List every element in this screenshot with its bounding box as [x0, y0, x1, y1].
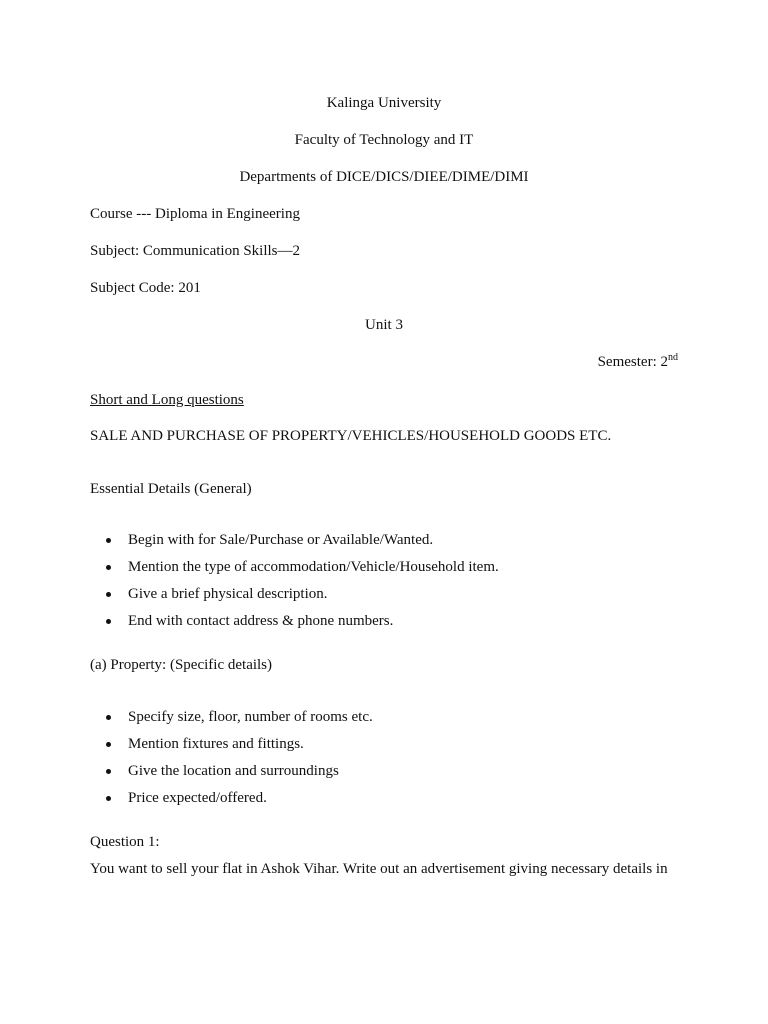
faculty-name: Faculty of Technology and IT [294, 132, 474, 148]
bullet-icon [106, 796, 111, 801]
departments-line: Departments of DICE/DICS/DIEE/DIME/DIMI [239, 169, 529, 185]
unit-label: Unit 3 [365, 317, 403, 333]
bullet-icon [106, 769, 111, 774]
question-text: You want to sell your flat in Ashok Vihar. Write out an advertisement giving necessary details in [90, 861, 668, 877]
general-details-heading: Essential Details (General) [90, 481, 252, 497]
list-item: End with contact address & phone numbers. [90, 612, 499, 639]
subject-line: Subject: Communication Skills—2 [90, 243, 300, 259]
list-item: Begin with for Sale/Purchase or Available/Wanted. [90, 531, 499, 558]
question-label: Question 1: [90, 834, 160, 850]
section-heading: Short and Long questions [90, 392, 244, 408]
bullet-icon [106, 742, 111, 747]
bullet-icon [106, 619, 111, 624]
semester-suffix: nd [668, 352, 678, 363]
course-line: Course --- Diploma in Engineering [90, 206, 300, 222]
bullet-icon [106, 592, 111, 597]
list-item: Give the location and surroundings [90, 762, 373, 789]
subject-code-line: Subject Code: 201 [90, 280, 201, 296]
semester-label: Semester: 2 [597, 354, 668, 370]
university-name: Kalinga University [326, 95, 442, 111]
list-item: Price expected/offered. [90, 789, 373, 816]
bullet-icon [106, 565, 111, 570]
semester-line [598, 353, 678, 371]
list-item: Specify size, floor, number of rooms etc. [90, 708, 373, 735]
list-item: Mention the type of accommodation/Vehicle/Household item. [90, 558, 499, 585]
list-item: Mention fixtures and fittings. [90, 735, 373, 762]
property-details-list [90, 708, 373, 816]
bullet-icon [106, 715, 111, 720]
property-details-heading: (a) Property: (Specific details) [90, 657, 273, 673]
bullet-icon [106, 538, 111, 543]
topic-title: SALE AND PURCHASE OF PROPERTY/VEHICLES/HOUSEHOLD GOODS ETC. [90, 428, 612, 444]
list-item: Give a brief physical description. [90, 585, 499, 612]
general-details-list [90, 531, 499, 639]
